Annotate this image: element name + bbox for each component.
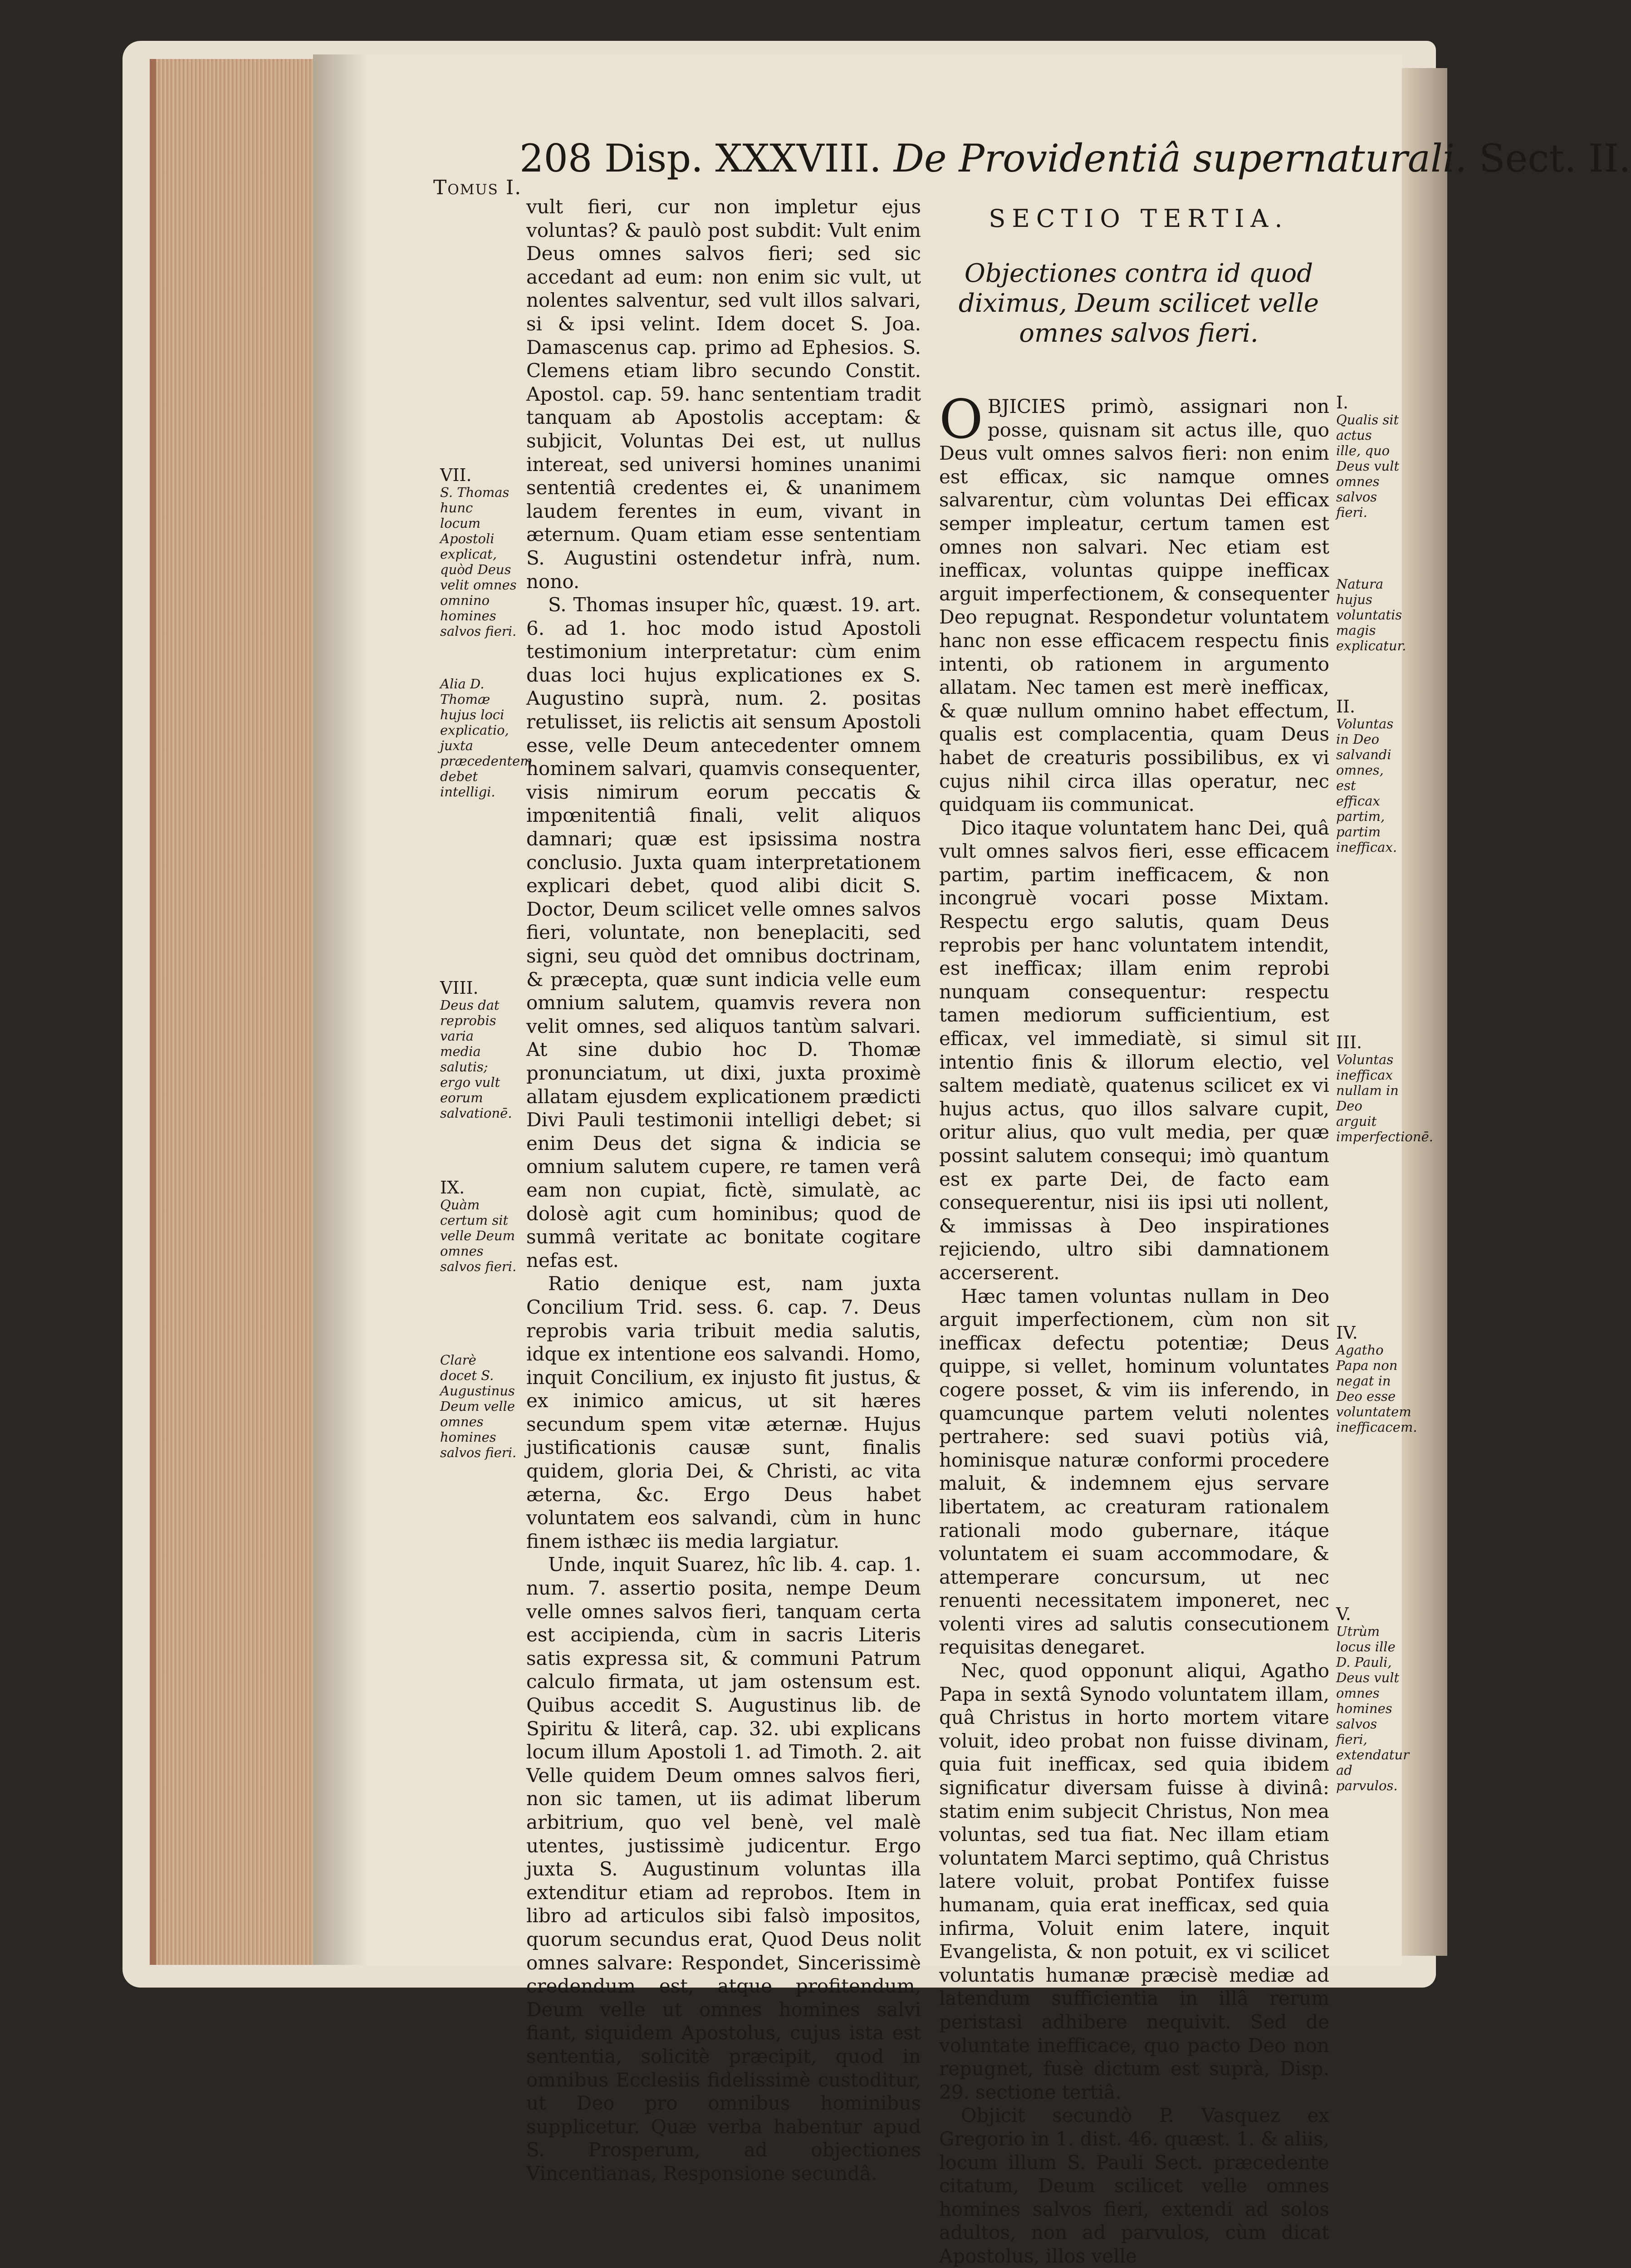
section-title: SECTIO TERTIA. [989,204,1289,233]
margin-note-text: Natura hujus voluntatis magis explicatur. [1336,576,1406,653]
drop-cap: O [939,388,983,451]
margin-note [440,1352,517,1460]
running-head [519,136,1631,181]
paragraph: Objicit secundò P. Vasquez ex Gregorio in 1. dist. 46. quæst. 1. & aliis, locum illum S. Pauli Sect. præcedente citatum, Deum scilicet velle omnes homines salvos fieri, extendi ad solos adultos, non ad parvulos, cùm dicat Apostolus, illos velle [939,2104,1329,2267]
paragraph [939,388,1329,816]
margin-note-text: Utrùm locus ille D. Pauli, Deus vult omnes homines salvos fieri, extendatur ad parvulos. [1336,1624,1410,1793]
paragraph: Dico itaque voluntatem hanc Dei, quâ vult omnes salvos fieri, esse efficacem partim, partim inefficacem, & non incongruè vocari posse Mixtam. Respectu ergo salutis, quam Deus reprobis per hanc voluntatem intendit, est inefficax; illam enim reprobi nunquam consequentur: respectu tamen mediorum sufficientium, est efficax, vel immediatè, si simul sit intentio finis & illorum electio, vel saltem mediatè, quatenus scilicet ex vi hujus actus, quo illos salvare cupit, oritur alius, quo vult media, per quæ possint salutem consequi; imò quantum est ex parte Dei, de facto eam consequerentur, nisi iis ipsi uti nollent, & immissas à Deo inspirationes rejiciendo, ultro sibi damnationem accerserent. [939,816,1329,1284]
running-head-suffix: Sect. II. [1479,136,1631,181]
margin-note [1336,395,1400,520]
margin-note-text: Agatho Papa non negat in Deo esse voluntatem inefficacem. [1336,1342,1417,1435]
margin-note-text: Qualis sit actus ille, quo Deus vult omnes salvos fieri. [1336,412,1400,520]
margin-note-number: IX. [440,1178,465,1198]
tomus-label: Tomus I. [433,176,522,199]
margin-note [440,467,517,639]
margin-note [440,980,517,1121]
margin-note-number: VIII. [440,978,479,998]
margin-note [1336,699,1400,855]
margin-note [1336,1604,1410,1793]
margin-note-number: I. [1336,393,1349,412]
margin-note [440,676,533,800]
gutter-shadow [313,54,367,1965]
margin-note-text: Alia D. Thomæ hujus loci explicatio, juxta præcedentem debet intelligi. [440,676,533,800]
running-head-prefix: Disp. XXXVIII. [604,136,882,181]
margin-note [1336,1032,1433,1144]
margin-note-text: S. Thomas hunc locum Apostoli explicat, quòd Deus velit omnes omnino homines salvos fieri. [440,485,517,639]
margin-note [1336,1323,1417,1435]
margin-note [440,1180,517,1274]
paragraph: S. Thomas insuper hîc, quæst. 19. art. 6. ad 1. hoc modo istud Apostoli testimonium interpretatur: cùm enim duas loci hujus explicationes ex S. Augustino suprà, num. 2. positas retulisset, iis relictis ait sensum Apostoli esse, velle Deum antecedenter omnem hominem salvari, quamvis consequenter, visis nimirum eorum peccatis & impœnitentiâ finali, velit aliquos damnari; quæ est ipsissima nostra conclusio. Juxta quam interpretationem explicari debet, quod alibi dicit S. Doctor, Deum scilicet velle omnes salvos fieri, voluntate, non beneplaciti, sed signi, seu quòd det omnibus doctrinam, & præcepta, quæ sunt indicia velle eum omnium salutem, quamvis revera non velit omnes, sed aliquos tantùm salvari. At sine dubio hoc D. Thomæ pronunciatum, ut dixi, juxta proximè allatam ejusdem explicationem prædicti Divi Pauli testimonii intelligi debet; si enim Deus det signa & indicia se omnium salutem cupere, re tamen verâ eam non cupiat, fictè, simulatè, ac dolosè agit cum hominibus; quod de summâ veritate ac bonitate cogitare nefas est. [526,594,921,1271]
paragraph: Ratio denique est, nam juxta Concilium Trid. sess. 6. cap. 7. Deus reprobis varia tribuit media salutis, idque ex intentione eos salvandi. Homo, inquit Concilium, ex injusto fit justus, & ex inimico amicus, ut sit hæres secundum spem vitæ æternæ. Hujus justificationis causæ sunt, finalis quidem, gloria Dei, & Christi, ac vita æterna, &c. Ergo Deus habet voluntatem eos salvandi, cùm in hunc finem isthæc iis media largiatur. [526,1272,921,1552]
right-column [939,388,1329,2268]
margin-note-number: VII. [440,465,472,485]
paragraph: vult fieri, cur non impletur ejus voluntas? & paulò post subdit: Vult enim Deus omnes salvos fieri; sed sic accedant ad eum: non enim sic vult, ut nolentes salventur, sed vult illos salvari, si & ipsi velint. Idem docet S. Joa. Damascenus cap. primo ad Ephesios. S. Clemens etiam libro secundo Constit. Apostol. cap. 59. hanc sententiam tradit tanquam ab Apostolis acceptam: & subjicit, Voluntas Dei est, ut nullus intereat, sed universi homines unanimi sententiâ credentes ei, & unanimem laudem ferentes in eum, vivant in æternum. Quam etiam esse sententiam S. Augustini ostendetur infrà, num. nono. [526,196,921,593]
margin-note-number: III. [1336,1032,1362,1052]
page-number: 208 [519,136,593,181]
page-edges [150,59,319,1965]
margin-note-text: Voluntas in Deo salvandi omnes, est efficax partim, partim inefficax. [1336,716,1397,855]
running-head-title: De Providentiâ supernaturali. [893,136,1467,181]
margin-note-number: V. [1336,1604,1351,1624]
facing-page-edge [1402,68,1447,1956]
margin-note-number: II. [1336,697,1356,717]
paragraph-text: BJICIES primò, assignari non posse, quisnam sit actus ille, quo Deus vult omnes salvos fieri: non enim est efficax, sic namque omnes salvarentur, cùm voluntas Dei efficax semper impleatur, certum tamen est omnes non salvari. Nec etiam est inefficax, voluntas quippe inefficax arguit imperfectionem, & consequenter Deo repugnat. Respondetur voluntatem hanc non esse efficacem respectu finis intenti, ob rationem in argumento allatam. Nec tamen est merè inefficax, & quæ nullum omnino habet effectum, qualis est complacentia, quam Deus habet de creaturis possibilibus, ex vi cujus nihil circa illas operatur, nec quidquam iis communicat. [939,395,1329,816]
margin-note-text: Voluntas inefficax nullam in Deo arguit imperfectionē. [1336,1052,1433,1144]
paragraph: Nec, quod opponunt aliqui, Agatho Papa in sextâ Synodo voluntatem illam, quâ Christus in horto mortem vitare voluit, ideo probat non fuisse divinam, quia fuit inefficax, sed quia ibidem significatur diversam fuisse à divinâ: statim enim subjecit Christus, Non mea voluntas, sed tua fiat. Nec illam etiam voluntatem Marci septimo, quâ Christus latere voluit, probat Pontifex fuisse humanam, quia erat inefficax, sed quia infirma, Voluit enim latere, inquit Evangelista, & non potuit, ex vi scilicet voluntatis humanæ præcisè mediæ ad latendum sufficientia in illâ rerum peristasi adhibere nequivit. Sed de voluntate inefficace, quo pacto Deo non repugnet, fusè dictum est suprà, Disp. 29. sectione tertiâ. [939,1659,1329,2103]
margin-note-number: IV. [1336,1323,1358,1343]
paragraph: Hæc tamen voluntas nullam in Deo arguit imperfectionem, cùm non sit inefficax defectu potentiæ; Deus quippe, si vellet, hominum voluntates cogere posset, & vim iis inferendo, in quamcunque partem veluti nolentes pertrahere: sed suavi potiùs viâ, hominisque naturæ conformi procedere maluit, & indemnem ejus servare libertatem, ac creaturam rationalem rationali modo gubernare, itáque voluntatem ei suam accommodare, & attemperare concursum, ut nec renuenti necessitatem imponeret, nec volenti vires ad salutis consecutionem requisitas denegaret. [939,1285,1329,1659]
margin-note-text: Clarè docet S. Augustinus Deum velle omnes homines salvos fieri. [440,1352,517,1460]
paragraph: Unde, inquit Suarez, hîc lib. 4. cap. 1. num. 7. assertio posita, nempe Deum velle omnes salvos fieri, tanquam certa est accipienda, cùm in sacris Literis satis expressa sit, & communi Patrum calculo firmata, ut jam ostensum est. Quibus accedit S. Augustinus lib. de Spiritu & literâ, cap. 32. ubi explicans locum illum Apostoli 1. ad Timoth. 2. ait Velle quidem Deum omnes salvos fieri, non sic tamen, ut iis adimat liberum arbitrium, quo vel benè, vel malè utentes, justissimè judicentur. Ergo juxta S. Augustinum voluntas illa extenditur etiam ad reprobos. Item in libro ad articulos sibi falsò impositos, quorum secundus erat, Quod Deus nolit omnes salvare: Respondet, Sincerissimè credendum est, atque profitendum, Deum velle ut omnes homines salvi fiant, siquidem Apostolus, cujus ista est sententia, solicitè præcipit, quod in omnibus Ecclesiis fidelissimè custoditur, ut Deo pro omnibus hominibus supplicetur. Quæ verba habentur apud S. Prosperum, ad objectiones Vincentianas, Responsione secundâ. [526,1553,921,2185]
margin-note-text: Deus dat reprobis varia media salutis; ergo vult eorum salvationē. [440,997,512,1121]
section-subtitle: Objectiones contra id quod diximus, Deum scilicet velle omnes salvos fieri. [958,259,1319,348]
margin-note-text: Quàm certum sit velle Deum omnes salvos fieri. [440,1197,517,1274]
left-column [526,195,921,2185]
margin-note [1336,576,1406,653]
